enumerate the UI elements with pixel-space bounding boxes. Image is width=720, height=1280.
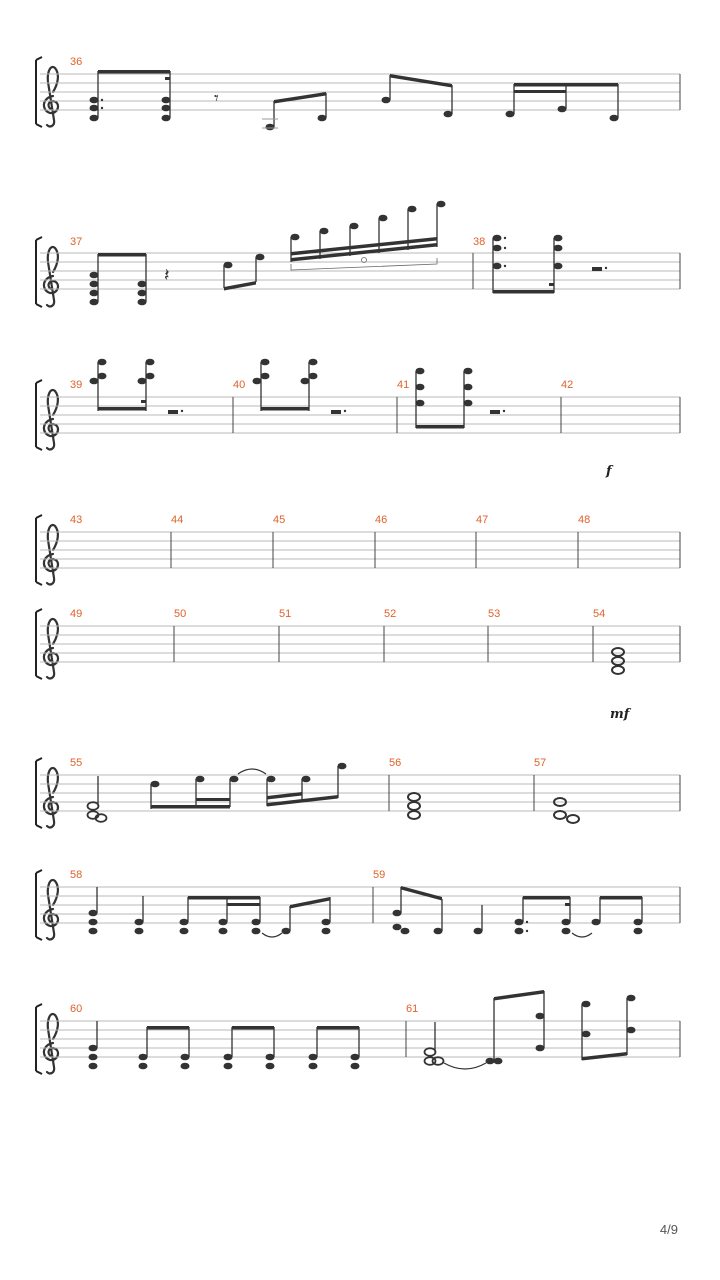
treble-clef-icon (44, 390, 58, 449)
measure-number: 41 (397, 379, 410, 391)
measure-number: 39 (70, 379, 83, 391)
dynamic-marking: mf (610, 707, 630, 722)
system-1 (36, 56, 680, 130)
measure-number: 49 (70, 608, 83, 620)
measure-number: 50 (174, 608, 187, 620)
svg-text:𝄾: 𝄾 (214, 88, 219, 109)
treble-clef-icon (44, 880, 58, 939)
measure-number: 43 (70, 514, 83, 526)
measure-number: 61 (406, 1003, 419, 1015)
measure-number: 44 (171, 514, 184, 526)
notes (90, 359, 506, 429)
treble-clef-icon (44, 1014, 58, 1073)
notes (89, 886, 643, 937)
treble-clef-icon (44, 768, 58, 827)
measure-number: 47 (476, 514, 489, 526)
measure-number: 46 (375, 514, 388, 526)
measure-number: 56 (389, 757, 402, 769)
system-4 (36, 514, 680, 585)
measure-number: 45 (273, 514, 286, 526)
measure-number: 48 (578, 514, 591, 526)
measure-number: 37 (70, 236, 83, 248)
treble-clef-icon (44, 247, 58, 306)
measure-number: 36 (70, 56, 83, 68)
measure-number: 60 (70, 1003, 83, 1015)
system-bracket-icon (36, 237, 42, 307)
measure-number: 51 (279, 608, 292, 620)
treble-clef-icon (44, 619, 58, 678)
measure-number: 52 (384, 608, 397, 620)
page-number: 4/9 (659, 1222, 678, 1237)
notes (612, 648, 624, 674)
system-6 (36, 757, 680, 828)
measure-number: 55 (70, 757, 83, 769)
measure-number: 38 (473, 236, 486, 248)
svg-text:𝄽: 𝄽 (164, 265, 170, 286)
treble-clef-icon (44, 525, 58, 584)
dynamic-marking: f (606, 464, 612, 479)
system-2 (36, 201, 680, 307)
system-8 (36, 990, 680, 1074)
system-5 (36, 608, 680, 722)
measure-number: 59 (373, 869, 386, 881)
system-3 (36, 359, 680, 479)
measure-number: 53 (488, 608, 501, 620)
measure-number: 54 (593, 608, 606, 620)
system-7 (36, 869, 680, 940)
measure-number: 58 (70, 869, 83, 881)
measure-number: 57 (534, 757, 547, 769)
measure-number: 42 (561, 379, 574, 391)
notes (90, 70, 619, 130)
measure-number: 40 (233, 379, 246, 391)
treble-clef-icon (44, 67, 58, 126)
